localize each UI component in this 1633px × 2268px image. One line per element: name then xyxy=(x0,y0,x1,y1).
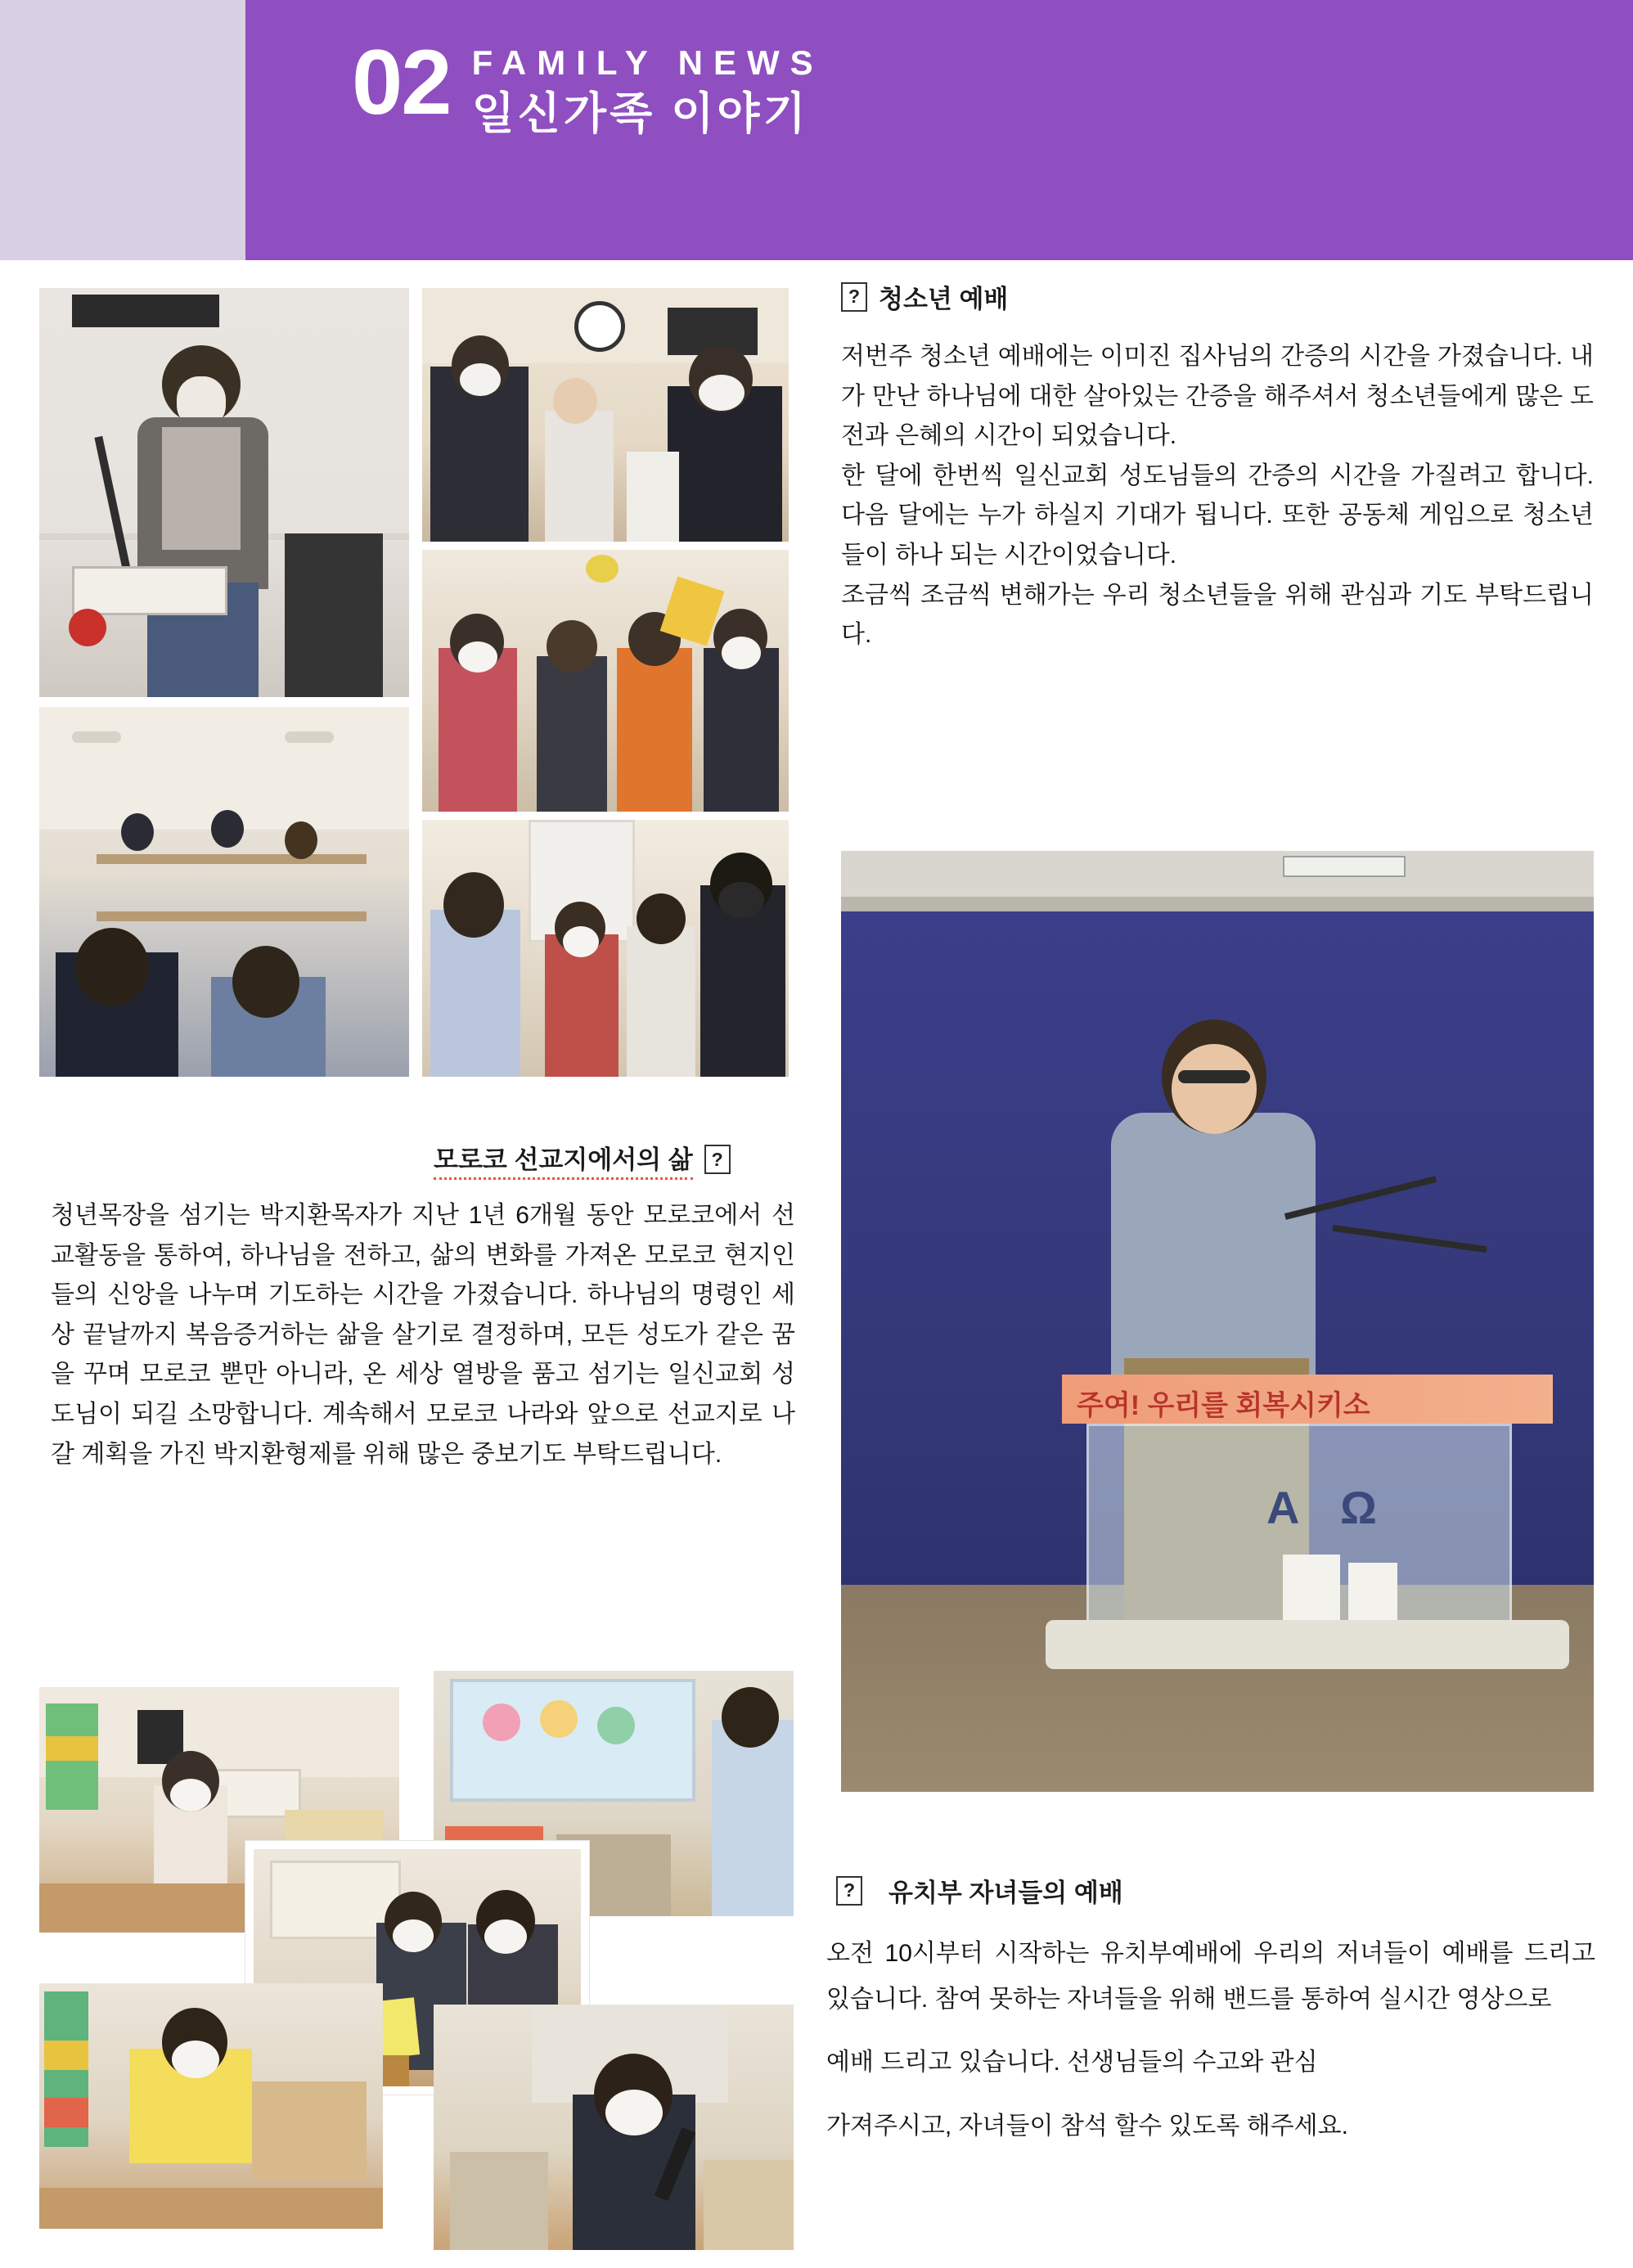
paragraph: 예배 드리고 있습니다. 선생님들의 수고와 관심 xyxy=(826,2049,1318,2076)
omega-symbol: Ω xyxy=(1340,1482,1377,1533)
photo-kids-stage xyxy=(434,2005,794,2250)
podium-banner-text: 주여! 우리를 회복시키소 xyxy=(1077,1390,1370,1421)
paragraph: 가져주시고, 자녀들이 참석 할수 있도록 해주세요. xyxy=(826,2112,1348,2140)
section-heading-morocco xyxy=(434,1139,731,1180)
section-title-morocco: 모로코 선교지에서의 삶 xyxy=(434,1139,693,1180)
paragraph: 저번주 청소년 예배에는 이미진 집사님의 간증의 시간을 가졌습니다. 내가 만난 하나님에 대한 살아있는 간증을 해주셔서 청소년들에게 많은 도전과 은혜의 시간이 되었습니다. xyxy=(841,343,1594,450)
header-content xyxy=(352,31,824,141)
section-body-youth-worship xyxy=(841,337,1594,655)
section-heading-kindergarten xyxy=(836,1872,1123,1909)
paragraph: 조금씩 조금씩 변해가는 우리 청소년들을 위해 관심과 기도 부탁드립니다. xyxy=(841,581,1594,649)
photo-speaker-podium xyxy=(39,288,409,697)
photo-kids-reading xyxy=(39,1983,383,2229)
section-heading-youth-worship xyxy=(841,278,1008,315)
section-body-morocco xyxy=(51,1196,795,1474)
header-korean-title: 일신가족 이야기 xyxy=(471,89,809,139)
photo-missionary-podium xyxy=(841,851,1594,1792)
page-header xyxy=(0,0,1633,260)
section-title-youth-worship: 청소년 예배 xyxy=(879,285,1009,313)
section-number: 02 xyxy=(352,31,451,133)
section-title-kindergarten: 유치부 자녀들의 예배 xyxy=(888,1879,1123,1907)
question-mark-icon: ? xyxy=(841,282,867,312)
photo-youth-game-1 xyxy=(422,550,789,812)
photo-congregation xyxy=(39,707,409,1077)
alpha-symbol: A xyxy=(1266,1482,1300,1533)
paragraph: 한 달에 한번씩 일신교회 성도님들의 간증의 시간을 가질려고 합니다. 다음 달에는 누가 하실지 기대가 됩니다. 또한 공동체 게임으로 청소년들이 하나 되는 시간이었습니다. xyxy=(841,461,1594,569)
paragraph: 오전 10시부터 시작하는 유치부예배에 우리의 저녀들이 예배를 드리고 있습니다. 참여 못하는 자녀들을 위해 밴드를 통하여 실시간 영상으로 xyxy=(826,1940,1595,2013)
photo-youth-game-2 xyxy=(422,820,789,1077)
header-english-title: FAMILY NEWS xyxy=(471,43,824,82)
section-body-kindergarten xyxy=(826,1931,1595,2149)
question-mark-icon: ? xyxy=(836,1876,862,1906)
paragraph: 청년목장을 섬기는 박지환목자가 지난 1년 6개월 동안 모로코에서 선교활동을 통하여, 하나님을 전하고, 삶의 변화를 가져온 모로코 현지인들의 신앙을 나누며 기도하는 시간을 가졌습니다. 하나님의 명령인 세상 끝날까지 복음증거하는 삶을 살기로 결정하며, 모든 성도가 같은 꿈을 꾸며 모로코 뿐만 아니라, 온 세상 열방을 품고 섬기는 일신교회 성도님이 되길 소망합니다. 계속해서 모로코 나라와 앞으로 선교지로 나갈 계획을 가진 박지환형제를 위해 많은 중보기도 부탁드립니다. xyxy=(51,1202,795,1468)
photo-youth-group-1 xyxy=(422,288,789,542)
question-mark-icon: ? xyxy=(704,1145,731,1174)
